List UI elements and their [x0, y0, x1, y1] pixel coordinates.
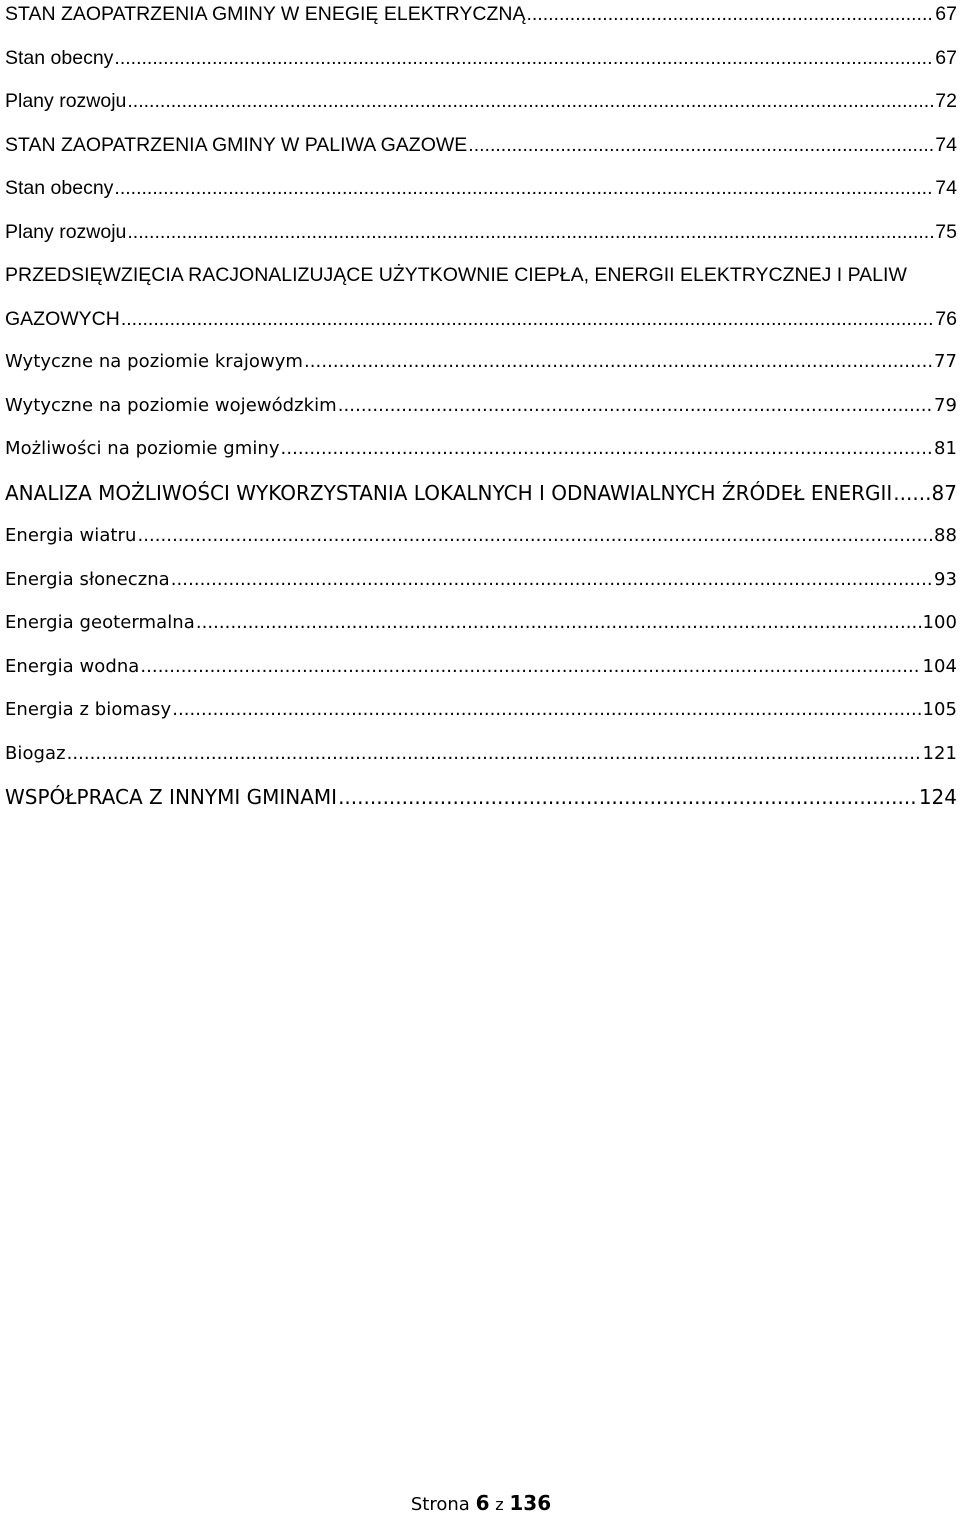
toc-entry-page: 100 — [922, 612, 957, 633]
toc-entry-label: Energia z biomasy — [5, 699, 172, 720]
toc-leader-dots — [893, 479, 930, 507]
toc-entry-label: STAN ZAOPATRZENIA GMINY W ENEGIĘ ELEKTRYCZNĄ — [5, 3, 526, 25]
toc-leader-dots — [304, 348, 933, 376]
toc-entry-page: 121 — [922, 742, 957, 764]
footer-prefix: Strona — [410, 1494, 470, 1515]
toc-entry-page: 93 — [933, 568, 957, 590]
toc-entry-label: PRZEDSIĘWZIĘCIA RACJONALIZUJĄCE UŻYTKOWNIE CIEPŁA, ENERGII ELEKTRYCZNEJ I PALIW — [5, 264, 907, 286]
toc-leader-dots — [127, 87, 934, 115]
toc-entry-label: Energia słoneczna — [5, 568, 170, 590]
toc-entry-label: Stan obecny — [5, 46, 114, 69]
toc-entry[interactable] — [5, 44, 960, 88]
toc-leader-dots — [526, 0, 934, 28]
toc-entry-label: ANALIZA MOŻLIWOŚCI WYKORZYSTANIA LOKALNYCH I ODNAWIALNYCH ŹRÓDEŁ ENERGII — [5, 480, 893, 505]
toc-entry-label: STAN ZAOPATRZENIA GMINY W PALIWA GAZOWE — [5, 133, 468, 156]
toc-entry[interactable] — [5, 435, 960, 479]
footer-current-page: 6 — [475, 1491, 490, 1515]
toc-entry[interactable] — [5, 783, 960, 827]
page-footer — [0, 1491, 960, 1515]
toc-leader-dots — [140, 653, 921, 681]
footer-total-pages: 136 — [509, 1491, 552, 1515]
toc-leader-dots — [281, 435, 933, 463]
toc-leader-dots — [137, 522, 933, 550]
toc-entry-label: Wytyczne na poziomie wojewódzkim — [5, 394, 337, 416]
toc-entry-label: Wytyczne na poziomie krajowym — [5, 351, 304, 372]
toc-entry-page: 72 — [935, 90, 957, 112]
toc-entry[interactable] — [5, 522, 960, 566]
toc-leader-dots — [121, 305, 934, 333]
toc-entry[interactable] — [5, 261, 960, 348]
toc-entry-page: 104 — [922, 655, 957, 677]
toc-entry-label: Plany rozwoju — [5, 220, 127, 243]
toc-leader-dots — [338, 783, 918, 811]
toc-leader-dots — [114, 44, 934, 72]
toc-entry-label: Stan obecny — [5, 177, 114, 199]
toc-entry-label: Plany rozwoju — [5, 90, 127, 112]
toc-entry[interactable] — [5, 87, 960, 131]
toc-entry-page: 105 — [922, 699, 957, 720]
toc-entry-page: 88 — [933, 525, 957, 546]
toc-entry[interactable] — [5, 0, 960, 44]
toc-leader-dots — [171, 566, 933, 594]
toc-entry-page: 75 — [935, 220, 957, 243]
toc-entry-page: 79 — [933, 394, 957, 416]
toc-entry-label: Energia geotermalna — [5, 612, 195, 633]
toc-entry[interactable] — [5, 131, 960, 175]
toc-entry-page: 74 — [935, 177, 957, 199]
toc-entry-label: Energia wiatru — [5, 525, 137, 546]
toc-leader-dots — [196, 609, 922, 637]
toc-leader-dots — [338, 392, 933, 420]
toc-entry[interactable] — [5, 566, 960, 610]
toc-entry-page: 67 — [935, 46, 957, 69]
toc-entry[interactable] — [5, 392, 960, 436]
footer-separator: z — [495, 1495, 504, 1514]
toc-entry[interactable] — [5, 696, 960, 740]
toc-entry[interactable] — [5, 609, 960, 653]
toc-entry[interactable] — [5, 740, 960, 784]
toc-entry-label: Biogaz — [5, 742, 66, 764]
toc-entry-page: 77 — [933, 351, 957, 372]
toc-entry-page: 81 — [933, 438, 957, 459]
toc-entry[interactable] — [5, 348, 960, 392]
toc-leader-dots — [172, 696, 921, 724]
toc-leader-dots — [67, 740, 922, 768]
toc-leader-dots — [468, 131, 934, 159]
toc-leader-dots — [114, 174, 934, 202]
toc-entry-page: 74 — [935, 133, 957, 156]
toc-entry-label: WSPÓŁPRACA Z INNYMI GMINAMI — [5, 785, 338, 809]
toc-entry[interactable] — [5, 218, 960, 262]
toc-entry-page: 76 — [935, 307, 957, 330]
toc-entry-page: 67 — [935, 3, 957, 25]
toc-entry[interactable] — [5, 479, 960, 523]
toc-leader-dots — [127, 218, 934, 246]
toc-entry-label: Możliwości na poziomie gminy — [5, 438, 280, 459]
table-of-contents — [5, 0, 960, 827]
toc-entry-label-continued: GAZOWYCH — [5, 307, 120, 330]
toc-entry[interactable] — [5, 174, 960, 218]
toc-entry[interactable] — [5, 653, 960, 697]
toc-entry-page: 124 — [918, 785, 957, 809]
toc-entry-label: Energia wodna — [5, 655, 140, 677]
toc-entry-page: 87 — [931, 480, 957, 505]
